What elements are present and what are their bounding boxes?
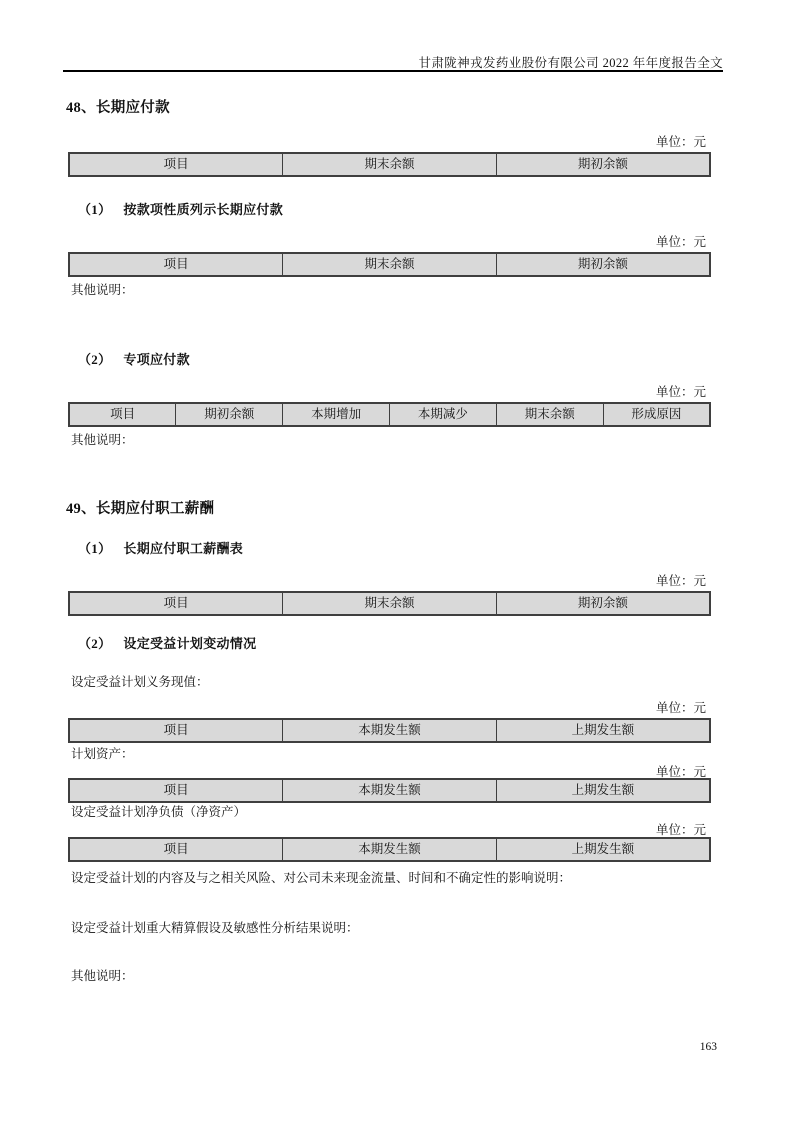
obligation-present-value-label: 设定受益计划义务现值： xyxy=(71,675,209,689)
table-net-liability xyxy=(68,837,711,862)
section-49-sub2-title xyxy=(78,633,256,652)
column-header: 形成原因 xyxy=(603,403,710,426)
actuarial-note-label: 设定受益计划重大精算假设及敏感性分析结果说明： xyxy=(71,921,359,935)
column-header: 上期发生额 xyxy=(496,719,710,742)
column-header: 期末余额 xyxy=(496,403,603,426)
unit-label: 单位：元 xyxy=(655,823,706,837)
section-48-sub2-title xyxy=(78,349,190,368)
other-note-label: 其他说明： xyxy=(71,283,134,297)
unit-label: 单位：元 xyxy=(655,765,706,779)
column-header: 期初余额 xyxy=(496,253,710,276)
subsection-number: （2） xyxy=(78,636,112,651)
table-header-row xyxy=(69,592,710,615)
impact-note-label: 设定受益计划的内容及与之相关风险、对公司未来现金流量、时间和不确定性的影响说明： xyxy=(71,871,572,885)
subsection-number: （1） xyxy=(78,202,112,217)
column-header: 上期发生额 xyxy=(496,838,710,861)
section-49-sub1-title xyxy=(78,538,243,557)
table-obligation-present-value xyxy=(68,718,711,743)
other-note-label: 其他说明： xyxy=(71,969,134,983)
subsection-title-text: 专项应付款 xyxy=(123,352,190,367)
column-header: 期初余额 xyxy=(496,592,710,615)
subsection-title-text: 长期应付职工薪酬表 xyxy=(123,541,244,556)
column-header: 项目 xyxy=(69,403,176,426)
column-header: 本期发生额 xyxy=(283,719,497,742)
section-48-title: 48、长期应付款 xyxy=(66,100,170,116)
table-special-payables xyxy=(68,402,711,427)
unit-label: 单位：元 xyxy=(655,235,706,249)
subsection-number: （2） xyxy=(78,352,112,367)
column-header: 期初余额 xyxy=(496,153,710,176)
table-long-term-payables xyxy=(68,152,711,177)
column-header: 项目 xyxy=(69,592,283,615)
other-note-label: 其他说明： xyxy=(71,433,134,447)
table-header-row xyxy=(69,779,710,802)
column-header: 本期减少 xyxy=(389,403,496,426)
unit-label: 单位：元 xyxy=(655,701,706,715)
column-header: 上期发生额 xyxy=(496,779,710,802)
table-header-row xyxy=(69,838,710,861)
column-header: 项目 xyxy=(69,719,283,742)
table-plan-assets xyxy=(68,778,711,803)
subsection-title-text: 按款项性质列示长期应付款 xyxy=(123,202,284,217)
header-rule xyxy=(63,70,723,72)
column-header: 期末余额 xyxy=(283,592,497,615)
column-header: 本期发生额 xyxy=(283,838,497,861)
table-header-row xyxy=(69,403,710,426)
table-payables-by-nature xyxy=(68,252,711,277)
column-header: 期末余额 xyxy=(283,153,497,176)
subsection-number: （1） xyxy=(78,541,112,556)
plan-assets-label: 计划资产： xyxy=(71,747,134,761)
section-48-sub1-title xyxy=(78,199,283,218)
table-long-term-employee-pay xyxy=(68,591,711,616)
table-header-row xyxy=(69,719,710,742)
table-header-row xyxy=(69,253,710,276)
unit-label: 单位：元 xyxy=(655,574,706,588)
section-49-title: 49、长期应付职工薪酬 xyxy=(66,501,215,517)
page-header-title: 甘肃陇神戎发药业股份有限公司 2022 年年度报告全文 xyxy=(418,56,723,70)
column-header: 项目 xyxy=(69,253,283,276)
unit-label: 单位：元 xyxy=(655,135,706,149)
column-header: 期末余额 xyxy=(283,253,497,276)
net-liability-label: 设定受益计划净负债（净资产） xyxy=(71,805,247,819)
subsection-title-text: 设定受益计划变动情况 xyxy=(123,636,257,651)
column-header: 项目 xyxy=(69,779,283,802)
page-number: 163 xyxy=(699,1041,717,1053)
unit-label: 单位：元 xyxy=(655,385,706,399)
table-header-row xyxy=(69,153,710,176)
column-header: 项目 xyxy=(69,153,283,176)
column-header: 本期发生额 xyxy=(283,779,497,802)
column-header: 项目 xyxy=(69,838,283,861)
column-header: 本期增加 xyxy=(283,403,390,426)
column-header: 期初余额 xyxy=(176,403,283,426)
